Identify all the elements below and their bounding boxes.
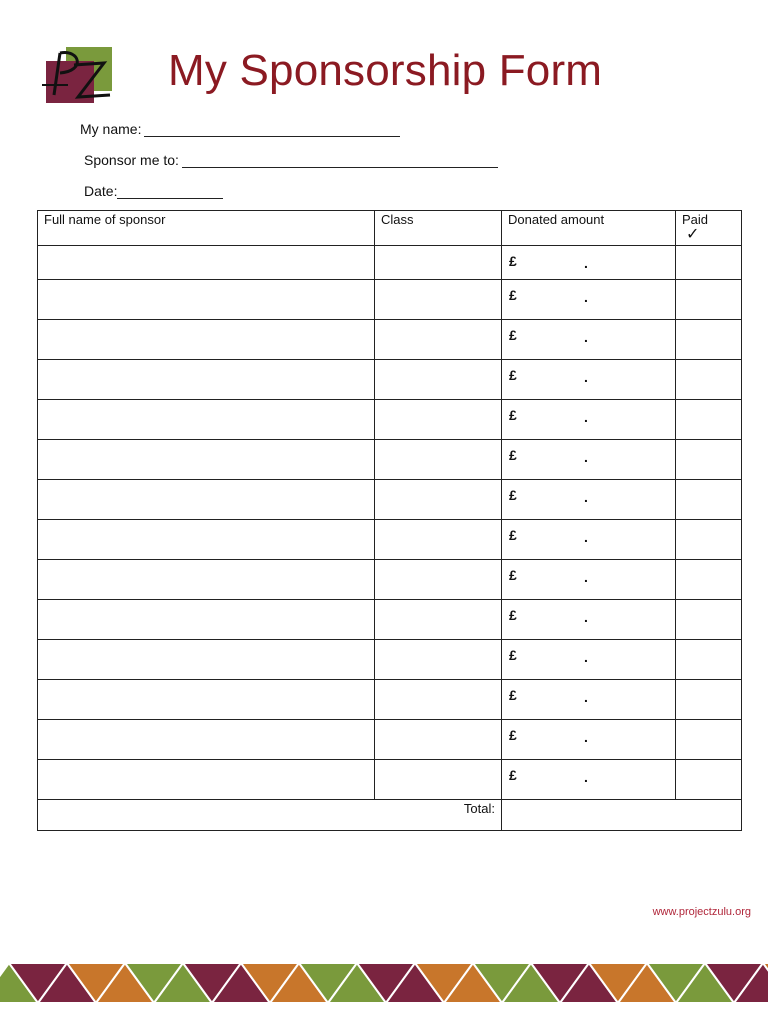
sponsor-name-cell[interactable] [38, 680, 375, 720]
sponsor-me-to-field[interactable] [84, 152, 498, 168]
decimal-point: . [584, 609, 588, 625]
sponsor-name-cell[interactable] [38, 360, 375, 400]
donated-amount-cell[interactable] [502, 280, 676, 320]
paid-cell[interactable] [676, 440, 742, 480]
pound-sign: £ [509, 687, 517, 703]
my-name-line[interactable] [144, 122, 400, 137]
class-cell[interactable] [375, 440, 502, 480]
sponsor-name-cell[interactable] [38, 760, 375, 800]
donated-amount-cell[interactable] [502, 440, 676, 480]
decimal-point: . [584, 649, 588, 665]
donated-amount-cell[interactable] [502, 760, 676, 800]
decimal-point: . [584, 529, 588, 545]
sponsor-name-cell[interactable] [38, 560, 375, 600]
table-row [38, 600, 742, 640]
pound-sign: £ [509, 767, 517, 783]
sponsor-name-cell[interactable] [38, 246, 375, 280]
sponsor-name-cell[interactable] [38, 520, 375, 560]
paid-cell[interactable] [676, 680, 742, 720]
pz-logo-icon [40, 45, 118, 107]
pound-sign: £ [509, 447, 517, 463]
decimal-point: . [584, 689, 588, 705]
donated-amount-cell[interactable] [502, 480, 676, 520]
sponsor-name-cell[interactable] [38, 440, 375, 480]
paid-cell[interactable] [676, 360, 742, 400]
donated-amount-cell[interactable] [502, 246, 676, 280]
column-header-paid: Paid ✓ [676, 211, 742, 246]
class-cell[interactable] [375, 760, 502, 800]
table-row [38, 640, 742, 680]
sponsor-name-cell[interactable] [38, 320, 375, 360]
date-line[interactable] [117, 184, 223, 199]
donated-amount-cell[interactable] [502, 560, 676, 600]
decimal-point: . [584, 369, 588, 385]
class-cell[interactable] [375, 680, 502, 720]
decimal-point: . [584, 449, 588, 465]
donated-amount-cell[interactable] [502, 720, 676, 760]
class-cell[interactable] [375, 360, 502, 400]
table-row [38, 760, 742, 800]
pound-sign: £ [509, 527, 517, 543]
donated-amount-cell[interactable] [502, 680, 676, 720]
paid-cell[interactable] [676, 320, 742, 360]
pound-sign: £ [509, 253, 517, 269]
decimal-point: . [584, 255, 588, 271]
class-cell[interactable] [375, 280, 502, 320]
class-cell[interactable] [375, 480, 502, 520]
total-cell[interactable] [502, 800, 742, 831]
footer-url: www.projectzulu.org [652, 906, 751, 918]
sponsor-name-cell[interactable] [38, 480, 375, 520]
paid-cell[interactable] [676, 760, 742, 800]
pound-sign: £ [509, 327, 517, 343]
pound-sign: £ [509, 567, 517, 583]
table-row [38, 246, 742, 280]
table-row [38, 400, 742, 440]
class-cell[interactable] [375, 520, 502, 560]
paid-cell[interactable] [676, 246, 742, 280]
decimal-point: . [584, 489, 588, 505]
decimal-point: . [584, 769, 588, 785]
date-label: Date: [84, 183, 118, 199]
column-header-sponsor-name: Full name of sponsor [38, 211, 375, 246]
decimal-point: . [584, 329, 588, 345]
sponsor-name-cell[interactable] [38, 400, 375, 440]
paid-cell[interactable] [676, 400, 742, 440]
donated-amount-cell[interactable] [502, 400, 676, 440]
table-header-row [38, 211, 742, 246]
table-row [38, 560, 742, 600]
pound-sign: £ [509, 407, 517, 423]
paid-cell[interactable] [676, 600, 742, 640]
pound-sign: £ [509, 287, 517, 303]
table-row [38, 480, 742, 520]
total-label: Total: [38, 800, 502, 831]
donated-amount-cell[interactable] [502, 640, 676, 680]
decimal-point: . [584, 409, 588, 425]
paid-cell[interactable] [676, 560, 742, 600]
class-cell[interactable] [375, 600, 502, 640]
my-name-label: My name: [80, 121, 142, 137]
donated-amount-cell[interactable] [502, 320, 676, 360]
class-cell[interactable] [375, 400, 502, 440]
decimal-point: . [584, 289, 588, 305]
sponsor-name-cell[interactable] [38, 640, 375, 680]
pound-sign: £ [509, 727, 517, 743]
table-row [38, 520, 742, 560]
pound-sign: £ [509, 647, 517, 663]
table-row [38, 360, 742, 400]
pound-sign: £ [509, 367, 517, 383]
my-name-field[interactable] [80, 121, 400, 137]
donated-amount-cell[interactable] [502, 600, 676, 640]
paid-cell[interactable] [676, 720, 742, 760]
class-cell[interactable] [375, 720, 502, 760]
pound-sign: £ [509, 607, 517, 623]
column-header-donated-amount: Donated amount [502, 211, 676, 246]
table-row [38, 280, 742, 320]
total-row [38, 800, 742, 831]
decimal-point: . [584, 729, 588, 745]
paid-cell[interactable] [676, 280, 742, 320]
paid-cell[interactable] [676, 640, 742, 680]
donated-amount-cell[interactable] [502, 520, 676, 560]
table-row [38, 680, 742, 720]
paid-cell[interactable] [676, 520, 742, 560]
class-cell[interactable] [375, 560, 502, 600]
decimal-point: . [584, 569, 588, 585]
checkmark-icon: ✓ [686, 226, 700, 243]
paid-cell[interactable] [676, 480, 742, 520]
table-row [38, 320, 742, 360]
donated-amount-cell[interactable] [502, 360, 676, 400]
date-field[interactable] [84, 183, 223, 199]
class-cell[interactable] [375, 320, 502, 360]
table-row [38, 720, 742, 760]
column-header-class: Class [375, 211, 502, 246]
triangle-border-decoration [0, 963, 768, 1003]
class-cell[interactable] [375, 640, 502, 680]
sponsorship-table [37, 210, 742, 831]
page-title: My Sponsorship Form [168, 46, 603, 95]
sponsor-me-to-line[interactable] [182, 153, 498, 168]
sponsor-name-cell[interactable] [38, 720, 375, 760]
class-cell[interactable] [375, 246, 502, 280]
pound-sign: £ [509, 487, 517, 503]
sponsor-name-cell[interactable] [38, 600, 375, 640]
table-row [38, 440, 742, 480]
sponsor-name-cell[interactable] [38, 280, 375, 320]
sponsor-me-to-label: Sponsor me to: [84, 152, 179, 168]
